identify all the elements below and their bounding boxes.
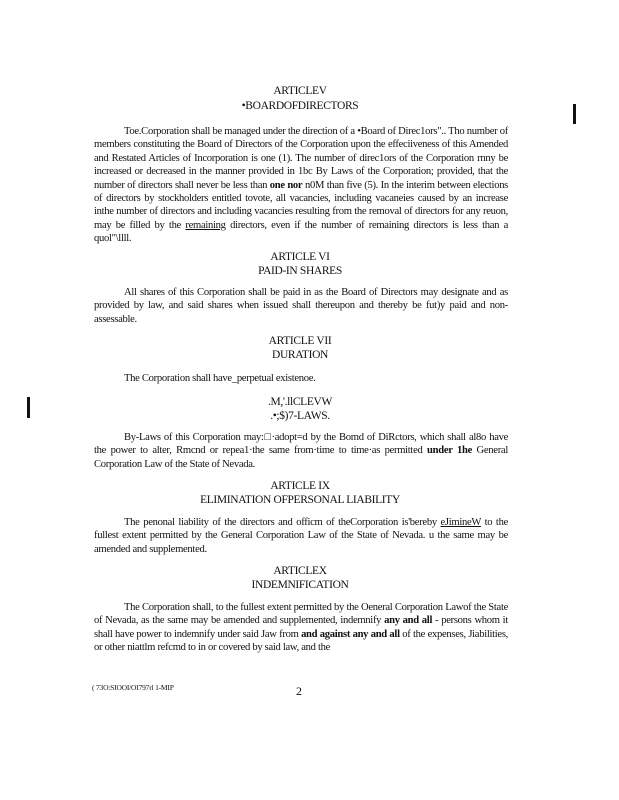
article-8-title: .•;$)7-LAWS. xyxy=(270,410,330,422)
article-7-text: The Corporation shall have_perpetual existenoe. xyxy=(124,373,316,384)
article-5-underline-1: remaining xyxy=(185,219,226,231)
article-7-title: DURATION xyxy=(272,349,328,361)
article-5-text-2: n0M than five (5). In the interim between elections of directors by stockholders entitled tovote, all vacancies, including vacaneies caused by an increase inthe number of directors and including vacancies resulting from the removal of directors for any reuon, may be filled by the xyxy=(94,179,509,231)
article-9-body xyxy=(94,516,508,556)
article-7-body xyxy=(94,372,508,385)
article-5-text-1: Toe.Corporation shall be managed under the direction of a •Board of Direc1ors".. Tho number of members constituting the Board of Directors of the Corporation upon the effeciiveness of this Amended and Restated Articles of Incorporation is one (1). The number of direc1ors of the Corporation rnny be increased or decreased in the manner provided in 1bc By Laws of the Corporation; provided, that the number of directors shall never be less than xyxy=(94,126,508,191)
article-10-bold-2: and against any and all xyxy=(301,628,400,640)
article-10-heading: ARTICLEX xyxy=(273,565,327,577)
scan-margin-mark xyxy=(27,397,30,418)
article-8-bold-1: under 1he xyxy=(427,445,472,457)
article-6-heading: ARTICLE VI xyxy=(270,251,330,263)
article-8-body xyxy=(94,431,508,471)
article-8-text-1: By-Laws of this Corporation may:□·adopt=d by the Bomd of DiRctors, which shall al8o have the power to alter, Rmcnd or repea1·the same from·time to time·as permitted xyxy=(94,432,508,457)
article-5-body xyxy=(94,125,508,246)
article-6-body xyxy=(94,286,508,326)
article-8-text-2: General Corporation Law of the State of Nevada. xyxy=(94,445,508,470)
article-10-body xyxy=(94,601,508,655)
article-10-bold-1: any and all xyxy=(384,615,433,627)
article-9-heading: ARTICLE IX xyxy=(270,480,330,492)
article-10-text-1: The Corporation shall, to the fullest extent permitted by the Oeneral Corporation Lawof the State of Nevada, as the same may be amended and supplemented, indemnify xyxy=(94,602,508,627)
article-9-title: ELIMINATION OFPERSONAL LIABILITY xyxy=(200,494,400,506)
article-9-text-1: The penonal liability of the directors and officm of theCorporation is'bereby xyxy=(124,517,437,528)
article-5-heading: ARTICLEV xyxy=(273,85,327,97)
article-5-text-3: directors, even if the number of remaining directors is less than a quol"\llll. xyxy=(94,219,508,245)
footer-document-code: ( 73O:SIOOI/OI797rl 1-MIP xyxy=(92,683,174,692)
article-9-text-2: to the fullest extent permitted by the General Corporation Law of the State of Nevada. u the same may be amended and supplemented. xyxy=(94,517,508,555)
article-5-bold-1: one nor xyxy=(269,179,303,191)
article-9-underline-1: eJimineW xyxy=(440,517,481,528)
article-8-heading: .M,'.llCLEVW xyxy=(268,396,332,408)
article-7-heading: ARTICLE VII xyxy=(268,335,332,347)
article-10-text-2: - persons whom it shall have power to indemnify under said Jaw from xyxy=(94,615,508,640)
article-10-title: INDEMNIFICATION xyxy=(251,579,349,591)
article-6-text: All shares of this Corporation shall be paid in as the Board of Directors may designate and as provided by law, and said shares when issued shall thereupon and thereby be fut)y paid and non-assessable. xyxy=(94,287,508,325)
article-10-text-3: of the expenses, Jiabilities, or other niattlm refcmd to in or covered by said law, and the xyxy=(94,628,508,654)
scan-margin-mark xyxy=(573,104,576,124)
article-5-title: •BOARDOFDIRECTORS xyxy=(241,100,359,112)
article-6-title: PAID-IN SHARES xyxy=(258,265,342,277)
page-number: 2 xyxy=(296,684,302,698)
